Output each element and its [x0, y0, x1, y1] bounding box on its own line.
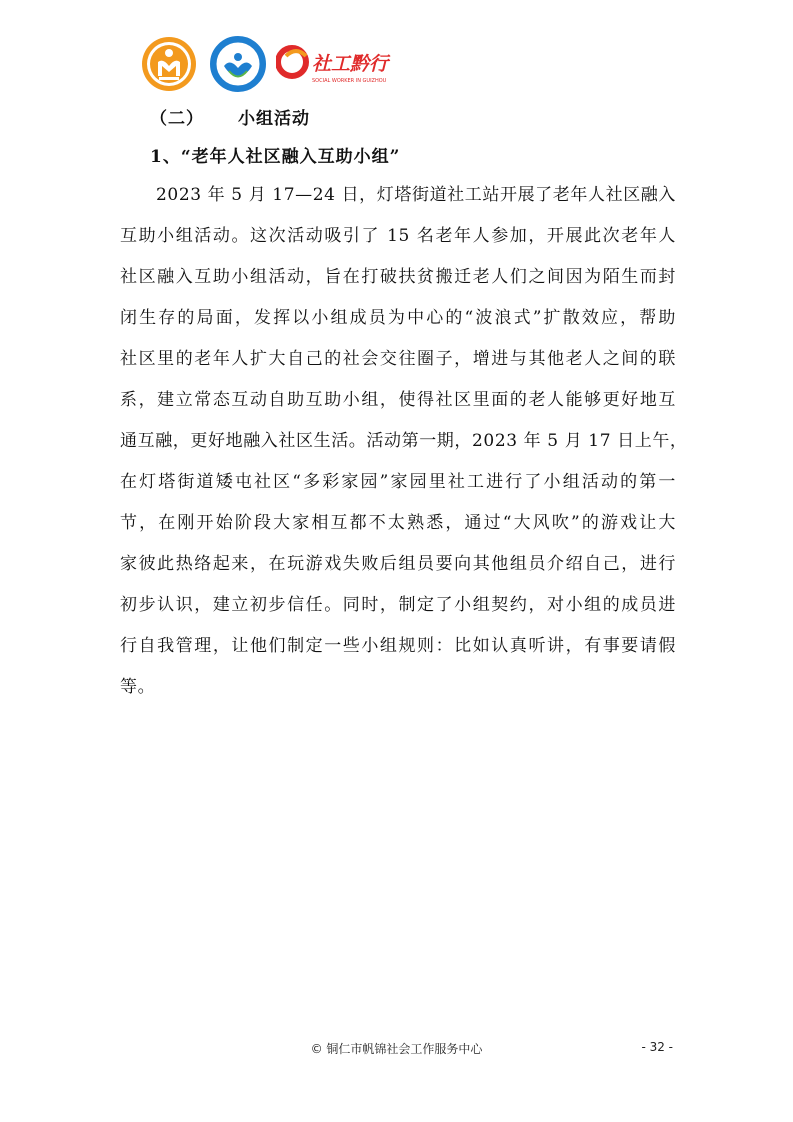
paragraph-line: 家彼此热络起来，在玩游戏失败后组员要向其他组员介绍自己，进行	[120, 554, 676, 574]
paragraph-line: 系，建立常态互动自助互助小组，使得社区里面的老人能够更好地互	[120, 390, 676, 410]
section-number: （二）	[150, 109, 204, 129]
paragraph-line: 互助小组活动。这次活动吸引了 15 名老年人参加，开展此次老年人	[120, 226, 676, 246]
paragraph-line: 闭生存的局面，发挥以小组成员为中心的“波浪式”扩散效应，帮助	[120, 308, 676, 328]
paragraph-line: 社区里的老年人扩大自己的社会交往圈子，增进与其他老人之间的联	[120, 349, 676, 369]
body-paragraph	[120, 175, 688, 708]
logo-wordmark: 社工黔行	[312, 53, 389, 75]
social-work-emblem-logo	[141, 36, 197, 92]
paragraph-line: 节，在刚开始阶段大家相互都不太熟悉，通过“大风吹”的游戏让大	[120, 513, 676, 533]
paragraph-line: 等。	[120, 677, 156, 697]
paragraph-line: 初步认识，建立初步信任。同时，制定了小组契约，对小组的成员进	[120, 595, 676, 615]
logo-subtext: SOCIAL WORKER IN GUIZHOU	[312, 78, 387, 84]
paragraph-line: 社区融入互助小组活动，旨在打破扶贫搬迁老人们之间因为陌生而封	[120, 267, 676, 287]
footer-copyright: © 铜仁市帆锦社会工作服务中心	[310, 1042, 483, 1056]
paragraph-line: 在灯塔街道矮屯社区“多彩家园”家园里社工进行了小组活动的第一	[120, 472, 676, 492]
section-title: 小组活动	[238, 109, 310, 129]
paragraph-line: 2023 年 5 月 17—24 日，灯塔街道社工站开展了老年人社区融入	[156, 185, 676, 205]
paragraph-line: 行自我管理，让他们制定一些小组规则：比如认真听讲，有事要请假	[120, 636, 676, 656]
social-work-station-logo	[210, 36, 266, 92]
paragraph-line: 通互融，更好地融入社区生活。活动第一期，2023 年 5 月 17 日上午，	[120, 431, 688, 451]
guizhou-social-worker-logo	[276, 42, 394, 88]
page-number: - 32 -	[641, 1040, 673, 1054]
subsection-heading: 1、“老年人社区融入互助小组”	[150, 147, 401, 167]
section-heading	[150, 104, 310, 129]
